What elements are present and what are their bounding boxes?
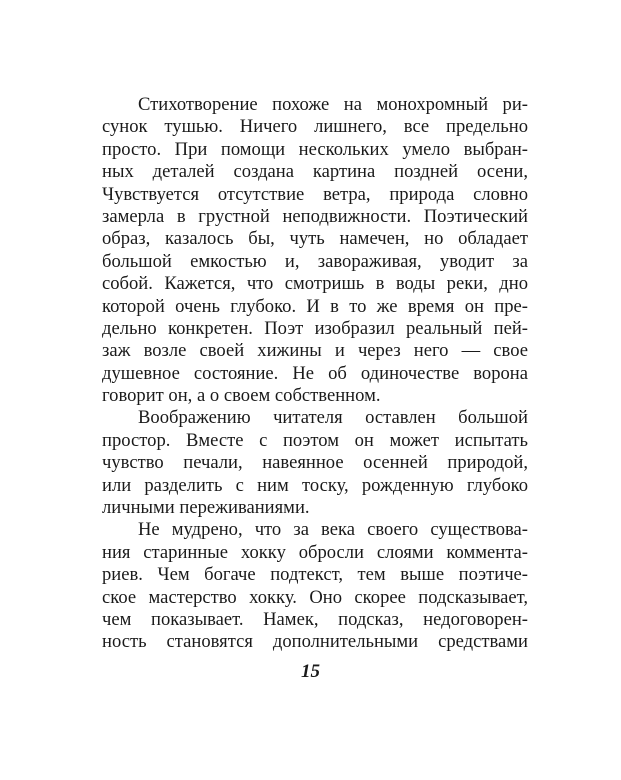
text-line: чем показывает. Намек, подсказ, недоговорен- bbox=[102, 608, 528, 630]
paragraph-2 bbox=[102, 407, 528, 519]
text-line: ния старинные хокку обросли слоями коммента- bbox=[102, 541, 528, 563]
text-line: личными переживаниями. bbox=[102, 497, 310, 519]
text-line: говорит он, а о своем собственном. bbox=[102, 385, 381, 407]
text-line: ское мастерство хокку. Оно скорее подсказывает, bbox=[102, 586, 528, 608]
body-text bbox=[102, 94, 528, 654]
text-line: Стихотворение похоже на монохромный ри- bbox=[138, 94, 528, 115]
paragraph-3 bbox=[102, 519, 528, 653]
text-line: большой емкостью и, завораживая, уводит за bbox=[102, 250, 528, 272]
paragraph-1 bbox=[102, 94, 528, 407]
page-number: 15 bbox=[301, 661, 320, 682]
text-line: заж возле своей хижины и через него — свое bbox=[102, 340, 528, 362]
text-line: душевное состояние. Не об одиночестве ворона bbox=[102, 362, 528, 384]
text-line: которой очень глубоко. И в то же время он пре- bbox=[102, 295, 528, 317]
text-line: дельно конкретен. Поэт изобразил реальный пей- bbox=[102, 317, 528, 339]
text-line: собой. Кажется, что смотришь в воды реки, дно bbox=[102, 273, 528, 295]
text-line: сунок тушью. Ничего лишнего, все предельно bbox=[102, 116, 528, 138]
text-line: замерла в грустной неподвижности. Поэтический bbox=[102, 205, 528, 227]
text-line: просто. При помощи нескольких умело выбран- bbox=[102, 138, 528, 160]
text-line: образ, казалось бы, чуть намечен, но обладает bbox=[102, 228, 528, 250]
text-line: простор. Вместе с поэтом он может испытать bbox=[102, 429, 528, 451]
text-line: Не мудрено, что за века своего существова- bbox=[138, 519, 528, 541]
text-line: или разделить с ним тоску, рожденную глубоко bbox=[102, 474, 528, 496]
text-line: ность становятся дополнительными средствами bbox=[102, 631, 528, 653]
text-line: Чувствуется отсутствие ветра, природа словно bbox=[102, 183, 528, 205]
text-line: чувство печали, навеянное осенней природой, bbox=[102, 452, 528, 474]
text-line: ных деталей создана картина поздней осени, bbox=[102, 161, 528, 183]
text-line: риев. Чем богаче подтекст, тем выше поэтиче- bbox=[102, 564, 528, 586]
text-line: Воображению читателя оставлен большой bbox=[138, 407, 528, 429]
